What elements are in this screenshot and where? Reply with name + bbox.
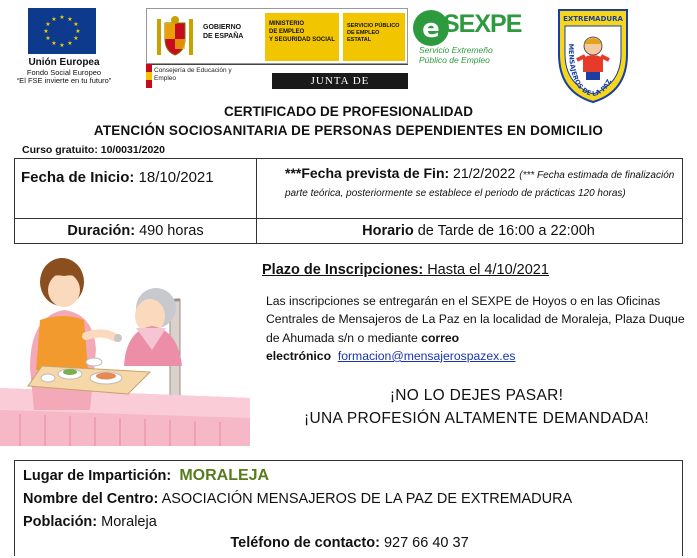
schedule-label: Horario (362, 223, 414, 239)
svg-text:★: ★ (73, 21, 79, 28)
town-value: Moraleja (97, 514, 157, 530)
schedule-cell (257, 219, 682, 243)
mensajeros-logo (557, 8, 629, 104)
registration-info (262, 292, 690, 365)
sexpe-subtitle: Servicio Extremeño Público de Empleo (419, 45, 493, 65)
eu-stars-icon (28, 8, 96, 54)
consejeria-name: Consejería de Educación y Empleo (154, 67, 232, 83)
svg-text:★: ★ (45, 21, 51, 28)
mensajeros-top-text: EXTREMADURA (563, 15, 623, 23)
gobierno-name: GOBIERNO DE ESPAÑA (203, 24, 244, 41)
duration-label: Duración: (67, 223, 136, 239)
ministry-name: MINISTERIO DE EMPLEO Y SEGURIDAD SOCIAL (265, 13, 339, 61)
svg-text:★: ★ (51, 16, 57, 23)
eu-fund: Fondo Social Europeo (26, 67, 102, 77)
phone-value[interactable]: 927 66 40 37 (379, 535, 469, 551)
svg-text:★: ★ (59, 42, 65, 49)
sexpe-logo (413, 8, 522, 68)
eu-flag-logo (28, 8, 96, 54)
svg-text:★: ★ (75, 28, 81, 35)
mensajeros-arc-text: MENSAJEROS DE LA PAZ (566, 43, 614, 99)
duration-cell (15, 219, 257, 243)
end-date-note: (*** Fecha estimada de finalización parte teórica, posteriormente se establece el periodo de prácticas 120 horas) (285, 170, 675, 199)
svg-text:★: ★ (45, 35, 51, 42)
center-info-box (14, 460, 683, 556)
location-label: Lugar de Impartición: (23, 468, 172, 484)
registration-email-label: correo electrónico (266, 330, 460, 363)
center-name-label: Nombre del Centro: (23, 491, 159, 507)
start-date-label: Fecha de Inicio: (21, 169, 135, 186)
eu-name: Unión Europea (28, 57, 100, 68)
eu-caption (8, 57, 120, 86)
registration-deadline-value: Hasta el 4/10/2021 (423, 262, 549, 278)
location-row (23, 467, 269, 485)
end-date-label: ***Fecha prevista de Fin: (285, 165, 450, 181)
course-title: ATENCIÓN SOCIOSANITARIA DE PERSONAS DEPENDIENTES EN DOMICILIO (93, 123, 604, 138)
duration-value: 490 horas (135, 223, 204, 239)
caregiver-illustration (0, 248, 256, 446)
junta-name: JUNTA DE EXTREMADURA (272, 73, 408, 89)
start-date-cell (15, 159, 257, 219)
start-date-value: 18/10/2021 (134, 169, 214, 186)
service-name: SERVICIO PÚBLICO DE EMPLEO ESTATAL (343, 13, 405, 61)
registration-deadline-label: Plazo de Inscripciones: (262, 262, 424, 278)
center-name-row (23, 491, 572, 507)
registration-email-link[interactable]: formacion@mensajerospazex.es (337, 348, 516, 363)
phone-label: Teléfono de contacto: (230, 535, 380, 551)
town-row (23, 514, 157, 530)
end-date-value: 21/2/2022 (449, 165, 520, 181)
svg-text:★: ★ (59, 14, 65, 21)
location-value: MORALEJA (179, 467, 270, 484)
eu-motto: “El FSE invierte en tu futuro” (16, 76, 112, 86)
svg-text:★: ★ (73, 35, 79, 42)
certificate-title: CERTIFICADO DE PROFESIONALIDAD (223, 104, 473, 119)
center-name-value: ASOCIACIÓN MENSAJEROS DE LA PAZ DE EXTREMADURA (158, 491, 573, 507)
sexpe-name: SEXPE (443, 10, 522, 38)
coat-of-arms-icon (151, 13, 199, 61)
gobierno-logo (146, 8, 408, 64)
course-info-table (14, 158, 683, 244)
end-date-cell (257, 159, 682, 219)
course-code: Curso gratuito: 10/0031/2020 (22, 144, 165, 156)
svg-text:★: ★ (43, 28, 49, 35)
schedule-value: de Tarde de 16:00 a 22:00h (413, 223, 595, 239)
junta-logo (152, 64, 408, 103)
slogan-line-1: ¡NO LO DEJES PASAR! (389, 387, 564, 404)
svg-text:★: ★ (67, 40, 73, 47)
registration-text: Las inscripciones se entregarán en el SEXPE de Hoyos o en las Oficinas Centrales de Mensajeros de La Paz en la localidad de Moraleja, Plaza Duque de Ahumada s/n o mediante (266, 294, 685, 345)
registration-deadline (262, 262, 549, 278)
gobierno-junta-logo (146, 8, 408, 103)
slogan-line-2: ¡UNA PROFESIÓN ALTAMENTE DEMANDADA! (304, 410, 649, 427)
phone-row (15, 535, 684, 551)
town-label: Población: (23, 514, 98, 530)
svg-text:★: ★ (67, 16, 73, 23)
svg-text:e: e (422, 14, 440, 44)
svg-text:★: ★ (51, 40, 57, 47)
